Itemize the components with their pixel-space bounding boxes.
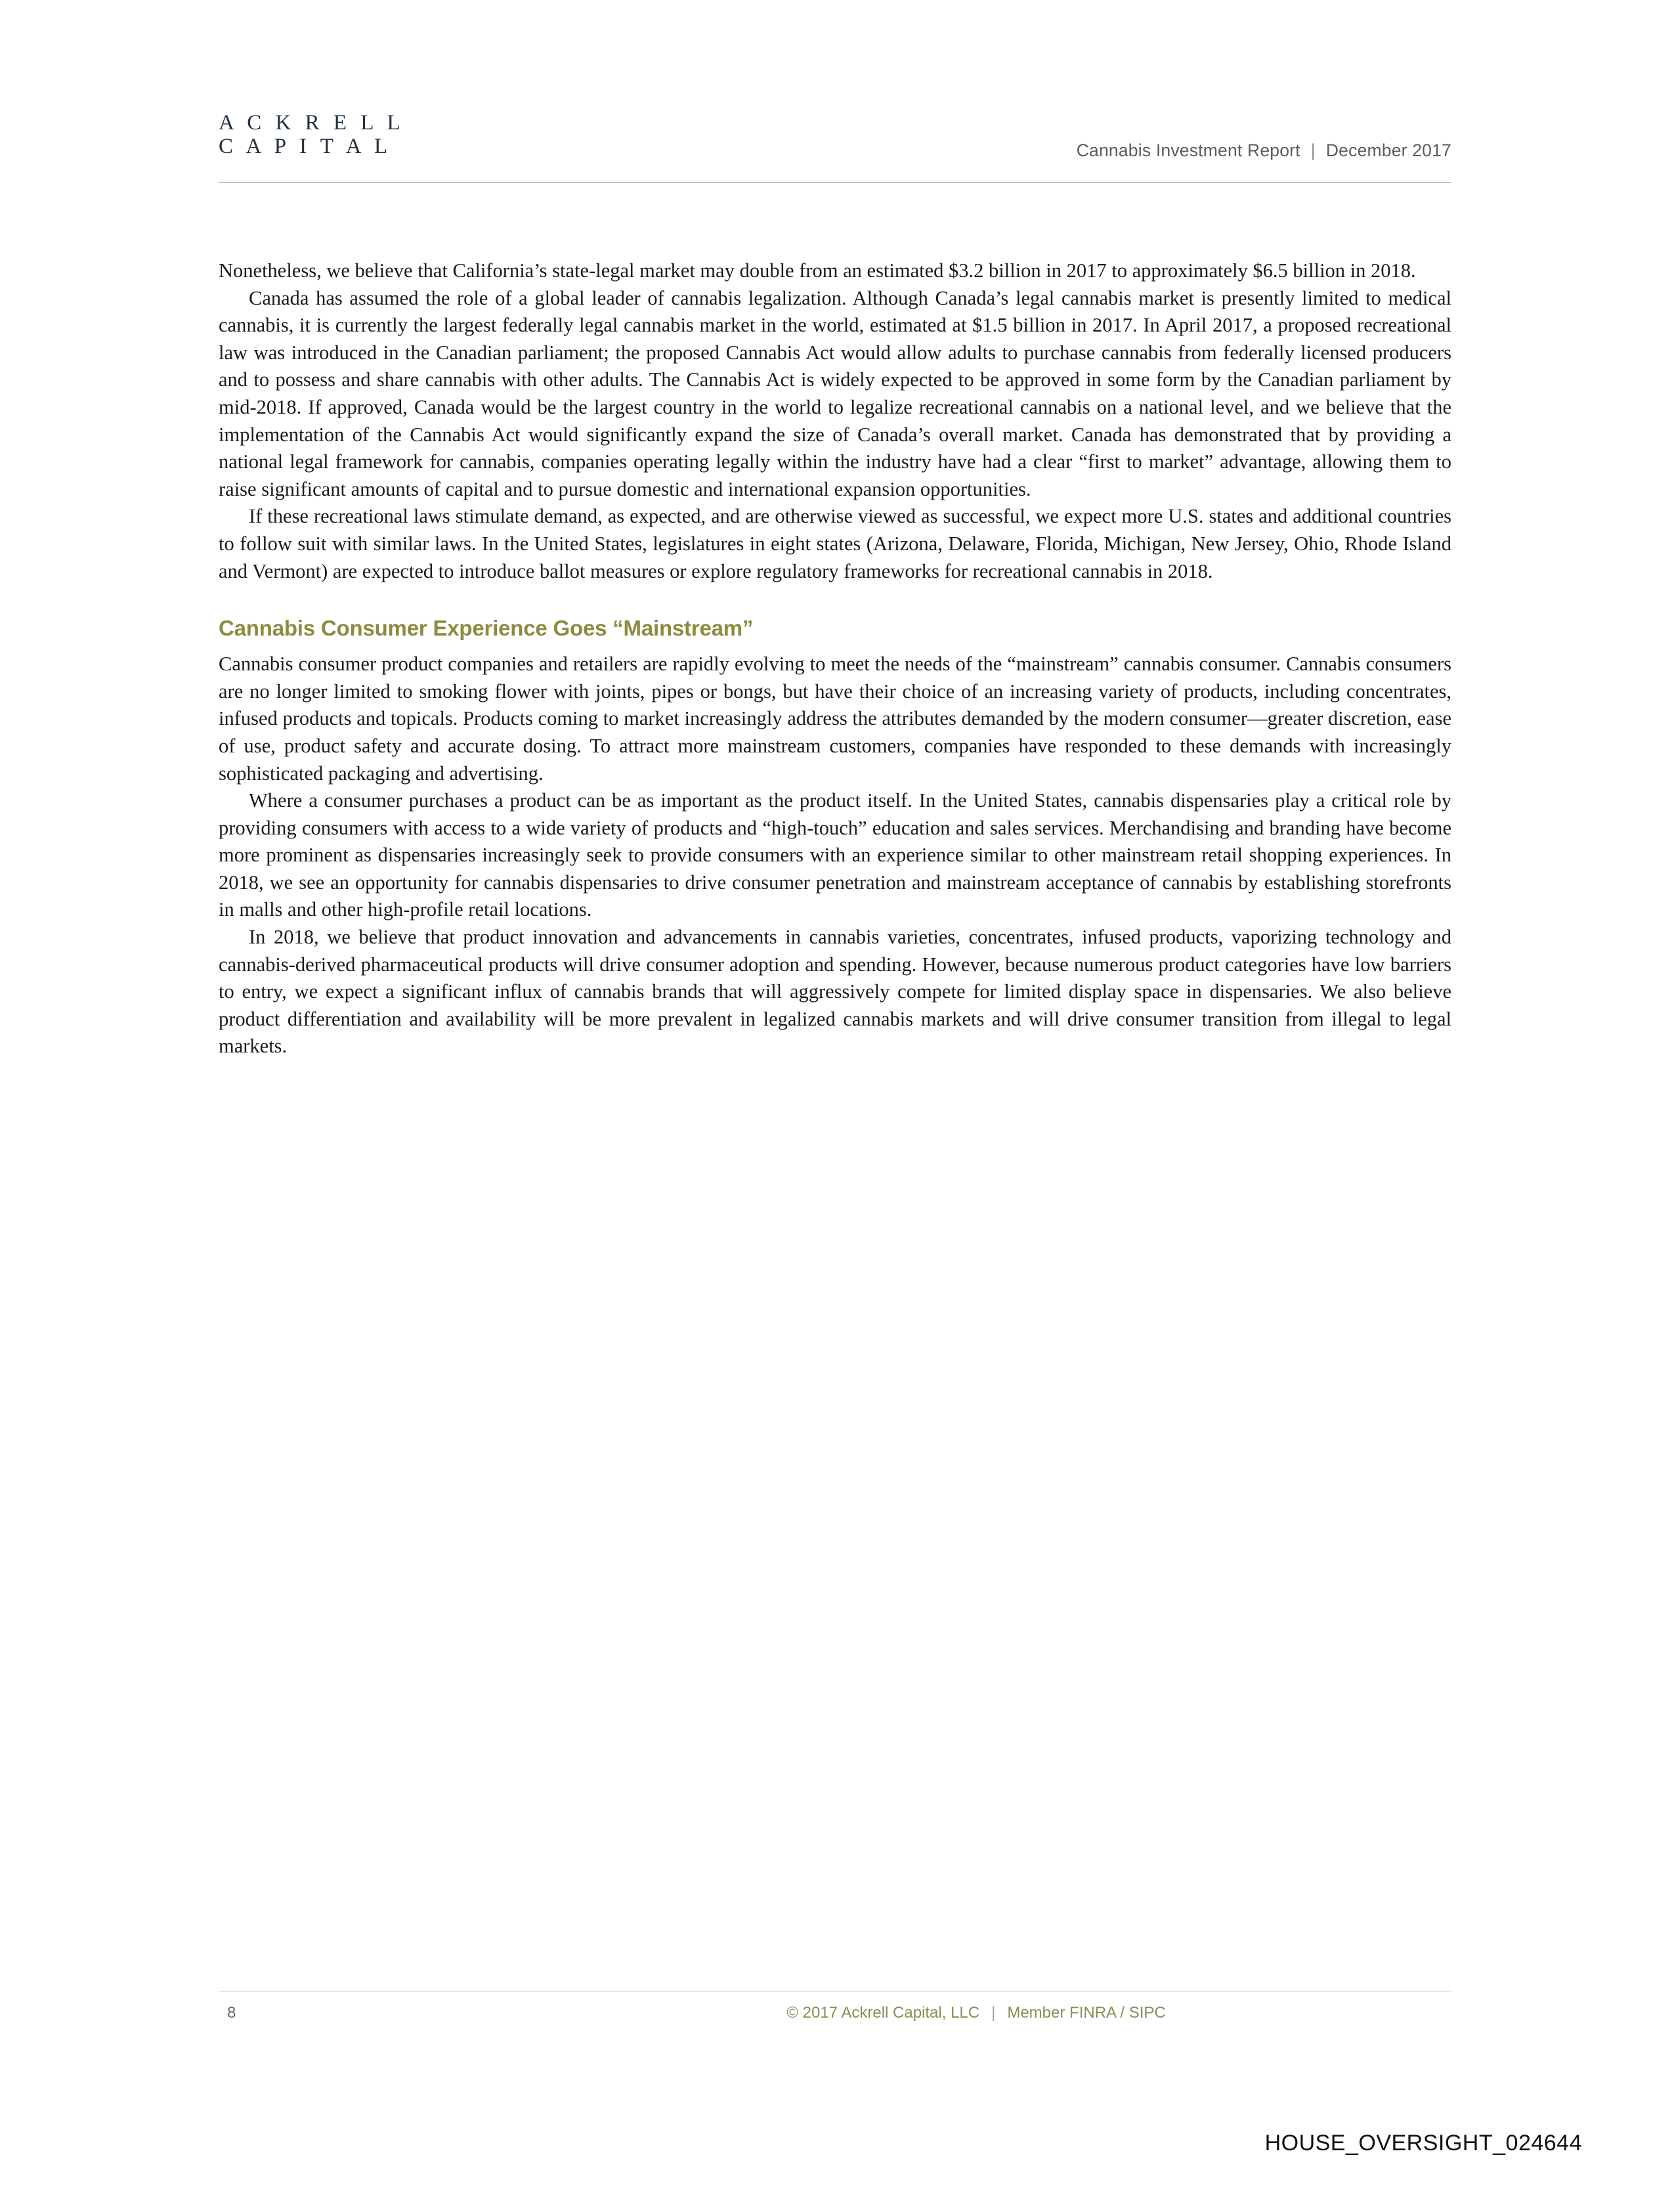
page-header <box>219 112 1451 184</box>
footer-separator: | <box>991 2004 996 2022</box>
header-date: December 2017 <box>1325 141 1451 160</box>
header-report-info <box>1077 141 1451 161</box>
ackrell-capital-logo <box>219 112 404 158</box>
header-separator: | <box>1310 141 1316 160</box>
page-number: 8 <box>227 2004 236 2022</box>
page-content <box>219 257 1451 1060</box>
paragraph-2: Canada has assumed the role of a global leader of cannabis legalization. Although Canada’s legal cannabis market is presently limited to medical cannabis, it is currently the largest federally legal cannabis market in the world, estimated at $1.5 billion in 2017. In April 2017, a proposed recreational law was introduced in the Canadian parliament; the proposed Cannabis Act would allow adults to purchase cannabis from federally licensed producers and to possess and share cannabis with other adults. The Cannabis Act is widely expected to be approved in some form by the Canadian parliament by mid-2018. If approved, Canada would be the largest country in the world to legalize recreational cannabis on a national level, and we believe that the implementation of the Cannabis Act would significantly expand the size of Canada’s overall market. Canada has demonstrated that by providing a national legal framework for cannabis, companies operating legally within the industry have had a clear “first to market” advantage, allowing them to raise significant amounts of capital and to pursue domestic and international expansion opportunities. <box>219 286 1451 500</box>
page-footer <box>219 2004 1451 2030</box>
paragraph-3: If these recreational laws stimulate demand, as expected, and are otherwise viewed as successful, we expect more U.S. states and additional countries to follow suit with similar laws. In the United States, legislatures in eight states (Arizona, Delaware, Florida, Michigan, New Jersey, Ohio, Rhode Island and Vermont) are expected to introduce ballot measures or explore regulatory frameworks for recreational cannabis in 2018. <box>219 505 1451 582</box>
logo-line-capital: C A P I T A L <box>219 134 392 158</box>
paragraph-5: Where a consumer purchases a product can be as important as the product itself. In the United States, cannabis dispensaries play a critical role by providing consumers with access to a wide variety of products and “high-touch” education and sales services. Merchandising and branding have become more prominent as dispensaries increasingly seek to provide consumers with an experience similar to other mainstream retail shopping experiences. In 2018, we see an opportunity for cannabis dispensaries to drive consumer penetration and mainstream acceptance of cannabis by establishing storefronts in malls and other high-profile retail locations. <box>219 789 1451 921</box>
header-report-title: Cannabis Investment Report <box>1076 141 1300 160</box>
footer-center-text <box>219 2004 1451 2022</box>
footer-copyright: © 2017 Ackrell Capital, LLC <box>786 2004 980 2022</box>
paragraph-1: Nonetheless, we believe that California’s state-legal market may double from an estimated $3.2 billion in 2017 to approximately $6.5 billion in 2018. <box>219 259 1416 282</box>
bates-stamp: HOUSE_OVERSIGHT_024644 <box>1264 2131 1582 2156</box>
paragraph-4: Cannabis consumer product companies and retailers are rapidly evolving to meet the needs of the “mainstream” cannabis consumer. Cannabis consumers are no longer limited to smoking flower with joints, pipes or bongs, but have their choice of an increasing variety of products, including concentrates, infused products and topicals. Products coming to market increasingly address the attributes demanded by the modern consumer—greater discretion, ease of use, product safety and accurate dosing. To attract more mainstream customers, companies have responded to these demands with increasingly sophisticated packaging and advertising. <box>219 653 1451 785</box>
paragraph-6: In 2018, we believe that product innovation and advancements in cannabis varieties, concentrates, infused products, vaporizing technology and cannabis-derived pharmaceutical products will drive consumer adoption and spending. However, because numerous product categories have low barriers to entry, we expect a significant influx of cannabis brands that will aggressively compete for limited display space in dispensaries. We also believe product differentiation and availability will be more prevalent in legalized cannabis markets and will drive consumer transition from illegal to legal markets. <box>219 926 1451 1058</box>
section-heading-cannabis-consumer-experience: Cannabis Consumer Experience Goes “Mainstream” <box>219 616 754 641</box>
footer-membership: Member FINRA / SIPC <box>1007 2004 1166 2022</box>
logo-line-ackrell: A C K R E L L <box>219 111 405 135</box>
